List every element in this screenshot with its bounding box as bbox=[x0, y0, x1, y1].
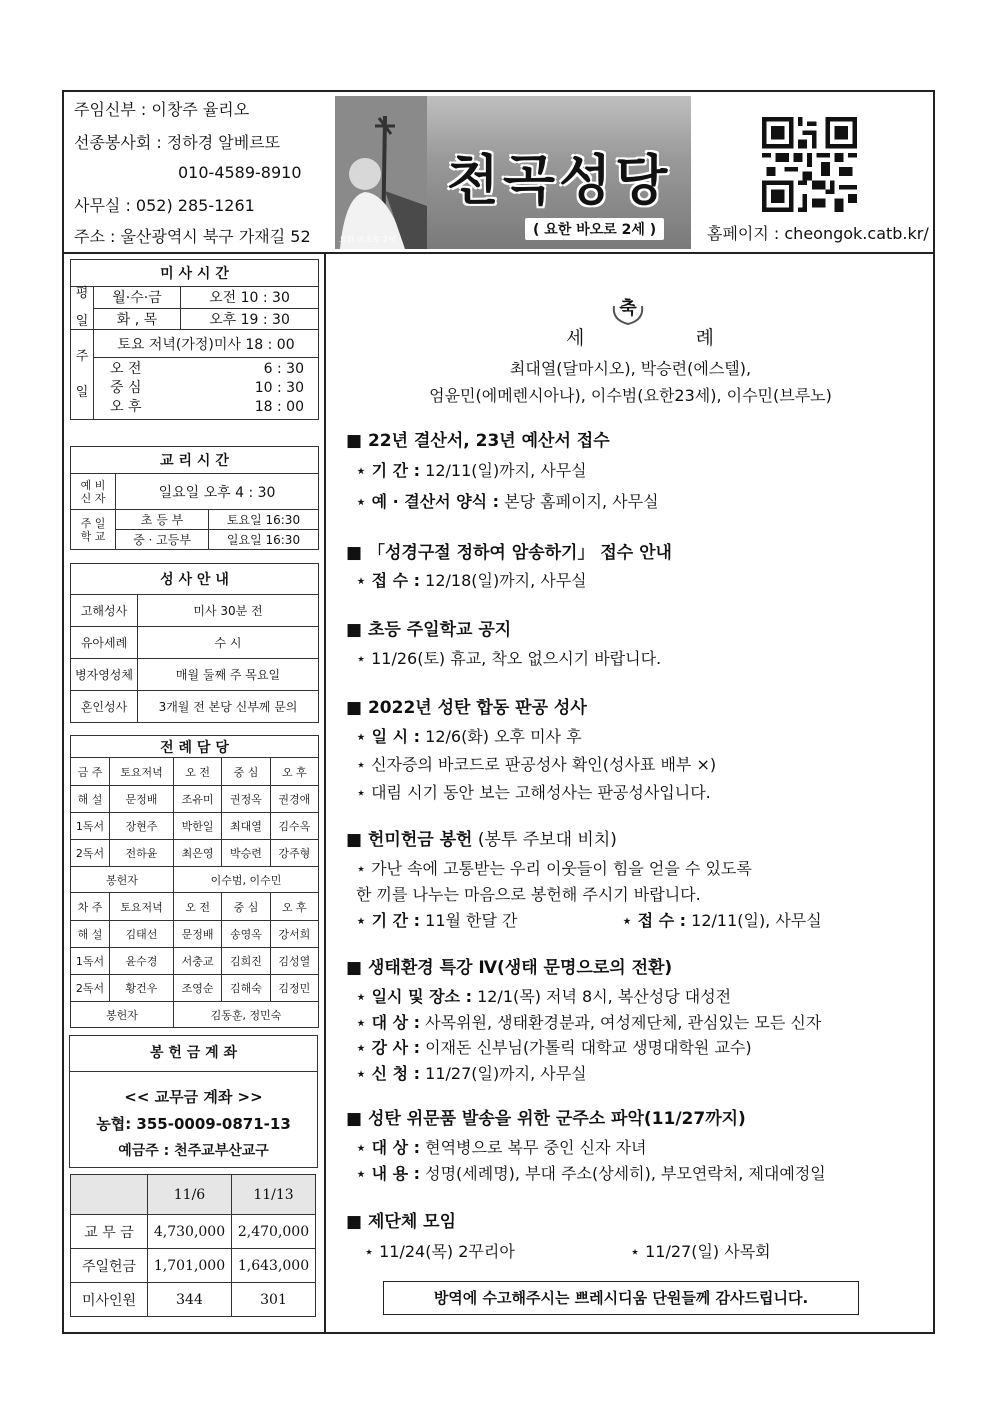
liturgy-person: 토요저녁 bbox=[110, 893, 174, 921]
liturgy-offering-row bbox=[71, 867, 319, 893]
liturgy-row bbox=[71, 975, 319, 1002]
liturgy-person: 김희진 bbox=[222, 948, 270, 975]
church-patron: ( 요한 바오로 2세 ) bbox=[525, 218, 664, 240]
liturgy-person: 김성열 bbox=[270, 948, 318, 975]
liturgy-person: 문정배 bbox=[173, 921, 221, 948]
liturgy-person: 권정옥 bbox=[222, 786, 270, 813]
notice-line: 한 끼를 나누는 마음으로 봉헌해 주시기 바랍니다. bbox=[356, 885, 701, 904]
school-time: 일요일 16:30 bbox=[209, 530, 319, 550]
sacrament-info: 수 시 bbox=[138, 627, 319, 659]
sacrament-name: 혼인성사 bbox=[71, 691, 138, 723]
mass-times-title: 미 사 시 간 bbox=[71, 260, 319, 287]
liturgy-person: 오 전 bbox=[173, 758, 221, 786]
priest-name: 주임신부 : 이창주 율리오 bbox=[74, 100, 250, 119]
notice-line-label: ⋆ 일 시 : bbox=[356, 727, 421, 746]
liturgy-person: 송영옥 bbox=[222, 921, 270, 948]
council-phone: 010-4589-8910 bbox=[178, 163, 302, 182]
liturgy-person: 오 전 bbox=[173, 893, 221, 921]
congrats-text: 축 bbox=[619, 298, 637, 319]
saturday-mass: 토요 저녁(가정)미사 18 : 00 bbox=[94, 330, 319, 358]
notice-line: ⋆ 접 수 : 12/18(일)까지, 사무실 bbox=[356, 571, 587, 590]
liturgy-row bbox=[71, 786, 319, 813]
liturgy-role: 2독서 bbox=[71, 975, 110, 1002]
liturgy-person: 강주형 bbox=[270, 840, 318, 867]
column-divider bbox=[324, 252, 326, 1334]
sacrament-info: 매월 둘째 주 목요일 bbox=[138, 659, 319, 691]
prospective-time: 일요일 오후 4 : 30 bbox=[116, 474, 319, 510]
finance-value: 2,470,000 bbox=[232, 1215, 316, 1249]
sacrament-info: 미사 30분 전 bbox=[138, 595, 319, 627]
prospective-label: 예 비 신 자 bbox=[71, 474, 116, 510]
church-banner bbox=[335, 96, 691, 249]
sunday-slot-time: 6 : 30 bbox=[263, 361, 304, 377]
notice-line-label: ⋆ 신 청 : bbox=[356, 1064, 421, 1083]
sacrament-info: 3개월 전 본당 신부께 문의 bbox=[138, 691, 319, 723]
offering-names: 이수범, 이수민 bbox=[173, 867, 318, 893]
liturgy-person: 전하윤 bbox=[110, 840, 174, 867]
liturgy-person: 황건우 bbox=[110, 975, 174, 1002]
liturgy-person: 박승련 bbox=[222, 840, 270, 867]
finance-value: 4,730,000 bbox=[148, 1215, 232, 1249]
notice-line: ⋆ 11/24(목) 2꾸리아 bbox=[364, 1242, 515, 1261]
sacrament-name: 병자영성체 bbox=[71, 659, 138, 691]
baptism-names-2: 엄윤민(에메렌시아나), 이수범(요한23세), 이수민(브루노) bbox=[429, 386, 832, 405]
notice-line: ⋆ 기 간 : 11월 한달 간 bbox=[356, 911, 518, 930]
sunday-slot-time: 18 : 00 bbox=[254, 399, 304, 415]
notice-title: ■ 성탄 위문품 발송을 위한 군주소 파악(11/27까지) bbox=[346, 1109, 746, 1129]
notice-line-label: ⋆ 일시 및 장소 : bbox=[356, 987, 472, 1006]
liturgy-row bbox=[71, 921, 319, 948]
donation-box bbox=[69, 1035, 318, 1168]
weekday-days: 화 , 목 bbox=[94, 308, 181, 330]
notice-title: ■ 2022년 성탄 합동 판공 성사 bbox=[346, 698, 587, 718]
liturgy-role: 금 주 bbox=[71, 758, 110, 786]
notice-title: ■ 생태환경 특강 Ⅳ(생태 문명으로의 전환) bbox=[346, 958, 673, 978]
notice-line: ⋆ 강 사 : 이재돈 신부님(가톨릭 대학교 생명대학원 교수) bbox=[356, 1038, 752, 1057]
notice-line-label: ⋆ 대 상 : bbox=[356, 1013, 421, 1032]
liturgy-header-row bbox=[71, 893, 319, 921]
liturgy-row bbox=[71, 948, 319, 975]
liturgy-person: 조영순 bbox=[173, 975, 221, 1002]
finance-table bbox=[70, 1174, 316, 1317]
liturgy-person: 조유미 bbox=[173, 786, 221, 813]
liturgy-person: 최대열 bbox=[222, 813, 270, 840]
notice-title: ■ 22년 결산서, 23년 예산서 접수 bbox=[346, 431, 610, 451]
finance-label: 교 무 금 bbox=[71, 1215, 148, 1249]
notice-line: ⋆ 내 용 : 성명(세례명), 부대 주소(상세히), 부모연락처, 제대예정일 bbox=[356, 1164, 826, 1183]
liturgy-person: 토요저녁 bbox=[110, 758, 174, 786]
office-phone: 사무실 : 052) 285-1261 bbox=[74, 196, 255, 215]
banner-caption: 요한 바오로 2세 bbox=[339, 235, 396, 244]
finance-value: 301 bbox=[232, 1283, 316, 1317]
notice-line-label: ⋆ 대 상 : bbox=[356, 1138, 421, 1157]
notice-line: ⋆ 11/27(일) 사목회 bbox=[630, 1242, 771, 1261]
liturgy-person: 김태선 bbox=[110, 921, 174, 948]
weekday-time: 오전 10 : 30 bbox=[181, 287, 319, 309]
notice-line-label: ⋆ 강 사 : bbox=[356, 1038, 421, 1057]
finance-label: 미사인원 bbox=[71, 1283, 148, 1317]
liturgy-role: 1독서 bbox=[71, 948, 110, 975]
sacraments-title: 성 사 안 내 bbox=[71, 564, 319, 595]
notice-line: ⋆ 예 · 결산서 양식 : 본당 홈페이지, 사무실 bbox=[356, 492, 659, 511]
sacraments-table bbox=[70, 563, 319, 723]
bank-account: 농협: 355-0009-0871-13 bbox=[96, 1115, 291, 1133]
sunday-slot-time: 10 : 30 bbox=[254, 380, 304, 396]
notice-line: ⋆ 일시 및 장소 : 12/1(목) 저녁 8시, 복산성당 대성전 bbox=[356, 987, 732, 1006]
liturgy-row bbox=[71, 840, 319, 867]
notice-line-label: ⋆ 접 수 : bbox=[622, 911, 687, 930]
weekday-days: 월·수·금 bbox=[94, 287, 181, 309]
baptism-names-1: 최대열(달마시오), 박승련(에스텔), bbox=[509, 359, 752, 378]
school-time: 토요일 16:30 bbox=[209, 510, 319, 530]
baptism-title bbox=[566, 323, 714, 350]
pope-figure-image bbox=[335, 96, 427, 249]
sunday-label: 주 일 bbox=[71, 330, 94, 420]
liturgy-person: 김정민 bbox=[270, 975, 318, 1002]
finance-header bbox=[71, 1175, 148, 1215]
liturgy-person: 장현주 bbox=[110, 813, 174, 840]
baptism-title-char: 세 bbox=[566, 327, 585, 349]
liturgy-person: 권경애 bbox=[270, 786, 318, 813]
notice-title: ■ 제단체 모임 bbox=[346, 1212, 457, 1232]
notice-line-label: ⋆ 내 용 : bbox=[356, 1164, 421, 1183]
notice-line: ⋆ 신자증의 바코드로 판공성사 확인(성사표 배부 ×) bbox=[356, 755, 717, 774]
liturgy-person: 서충교 bbox=[173, 948, 221, 975]
notice-line: ⋆ 접 수 : 12/11(일), 사무실 bbox=[622, 911, 822, 930]
liturgy-person: 윤수경 bbox=[110, 948, 174, 975]
notice-line: ⋆ 기 간 : 12/11(일)까지, 사무실 bbox=[356, 461, 587, 480]
liturgy-person: 오 후 bbox=[270, 758, 318, 786]
liturgy-person: 중 심 bbox=[222, 893, 270, 921]
sunday-school-label: 주 일 학 교 bbox=[71, 510, 116, 550]
liturgy-person: 최은영 bbox=[173, 840, 221, 867]
sacrament-name: 유아세례 bbox=[71, 627, 138, 659]
liturgy-header-row bbox=[71, 758, 319, 786]
account-holder: 예금주 : 천주교부산교구 bbox=[118, 1143, 269, 1159]
liturgy-role: 1독서 bbox=[71, 813, 110, 840]
finance-value: 1,643,000 bbox=[232, 1249, 316, 1283]
catechism-table bbox=[70, 446, 319, 550]
school-grade: 초 등 부 bbox=[116, 510, 209, 530]
account-title: << 교무금 계좌 >> bbox=[124, 1088, 263, 1106]
homepage-url[interactable]: 홈페이지 : cheongok.catb.kr/ bbox=[707, 224, 929, 243]
finance-header: 11/6 bbox=[148, 1175, 232, 1215]
notice-title: ■ 헌미헌금 봉헌 (봉투 주보대 비치) bbox=[346, 830, 617, 850]
notice-line-label: ⋆ 접 수 : bbox=[356, 571, 421, 590]
sunday-slot-label: 중 심 bbox=[110, 380, 142, 396]
liturgy-person: 김수옥 bbox=[270, 813, 318, 840]
liturgy-role: 해 설 bbox=[71, 786, 110, 813]
notice-title: ■ 초등 주일학교 공지 bbox=[346, 620, 512, 640]
notice-line: ⋆ 일 시 : 12/6(화) 오후 미사 후 bbox=[356, 727, 582, 746]
liturgy-person: 문정배 bbox=[110, 786, 174, 813]
qr-code-icon[interactable] bbox=[762, 117, 857, 212]
liturgy-person: 중 심 bbox=[222, 758, 270, 786]
header-divider bbox=[62, 252, 935, 254]
finance-value: 344 bbox=[148, 1283, 232, 1317]
donation-title: 봉 헌 금 계 좌 bbox=[70, 1036, 317, 1072]
notice-line-label: ⋆ 예 · 결산서 양식 : bbox=[356, 492, 500, 511]
sunday-slot-label: 오 전 bbox=[110, 361, 142, 377]
finance-value: 1,701,000 bbox=[148, 1249, 232, 1283]
liturgy-title: 전 례 담 당 bbox=[71, 736, 319, 758]
weekday-label: 평 일 bbox=[71, 287, 94, 330]
liturgy-offering-row bbox=[71, 1002, 319, 1028]
council-name: 선종봉사회 : 정하경 알베르또 bbox=[74, 133, 281, 152]
sunday-slot-label: 오 후 bbox=[110, 399, 142, 415]
notice-line-label: ⋆ 기 간 : bbox=[356, 911, 421, 930]
notice-line: ⋆ 대 상 : 사목위원, 생태환경분과, 여성제단체, 관심있는 모든 신자 bbox=[356, 1013, 822, 1032]
notice-line: ⋆ 신 청 : 11/27(일)까지, 사무실 bbox=[356, 1064, 587, 1083]
church-address: 주소 : 울산광역시 북구 가재길 52 bbox=[74, 227, 311, 246]
notice-line: ⋆ 가난 속에 고통받는 우리 이웃들이 힘을 얻을 수 있도록 bbox=[356, 859, 752, 878]
baptism-title-char: 례 bbox=[695, 327, 714, 349]
liturgy-person: 박한일 bbox=[173, 813, 221, 840]
mass-times-table bbox=[70, 259, 319, 420]
liturgy-person: 강서희 bbox=[270, 921, 318, 948]
weekday-time: 오후 19 : 30 bbox=[181, 308, 319, 330]
notice-line-label: ⋆ 기 간 : bbox=[356, 461, 421, 480]
catechism-title: 교 리 시 간 bbox=[71, 447, 319, 474]
liturgy-role: 2독서 bbox=[71, 840, 110, 867]
notice-line: ⋆ 11/26(토) 휴교, 착오 없으시기 바랍니다. bbox=[356, 649, 662, 668]
school-grade: 중 · 고등부 bbox=[116, 530, 209, 550]
offering-label: 봉헌자 bbox=[71, 867, 174, 893]
church-title: 천곡성당 bbox=[446, 148, 672, 212]
liturgy-role: 차 주 bbox=[71, 893, 110, 921]
notice-line: ⋆ 대 상 : 현역병으로 복무 중인 신자 자녀 bbox=[356, 1138, 647, 1157]
sacrament-name: 고해성사 bbox=[71, 595, 138, 627]
liturgy-table bbox=[70, 735, 319, 1028]
liturgy-row bbox=[71, 813, 319, 840]
notice-title: ■ 「성경구절 정하여 암송하기」 접수 안내 bbox=[346, 543, 672, 563]
liturgy-person: 오 후 bbox=[270, 893, 318, 921]
offering-label: 봉헌자 bbox=[71, 1002, 174, 1028]
finance-label: 주일헌금 bbox=[71, 1249, 148, 1283]
finance-header: 11/13 bbox=[232, 1175, 316, 1215]
sunday-mass-list bbox=[94, 358, 319, 420]
liturgy-role: 해 설 bbox=[71, 921, 110, 948]
notice-line: ⋆ 대림 시기 동안 보는 고해성사는 판공성사입니다. bbox=[356, 783, 711, 802]
thanks-box: 방역에 수고해주시는 쁘레시디움 단원들께 감사드립니다. bbox=[383, 1281, 859, 1315]
offering-names: 김동훈, 정민숙 bbox=[173, 1002, 318, 1028]
notice-title-note: (봉투 주보대 비치) bbox=[472, 830, 617, 850]
liturgy-person: 김해숙 bbox=[222, 975, 270, 1002]
